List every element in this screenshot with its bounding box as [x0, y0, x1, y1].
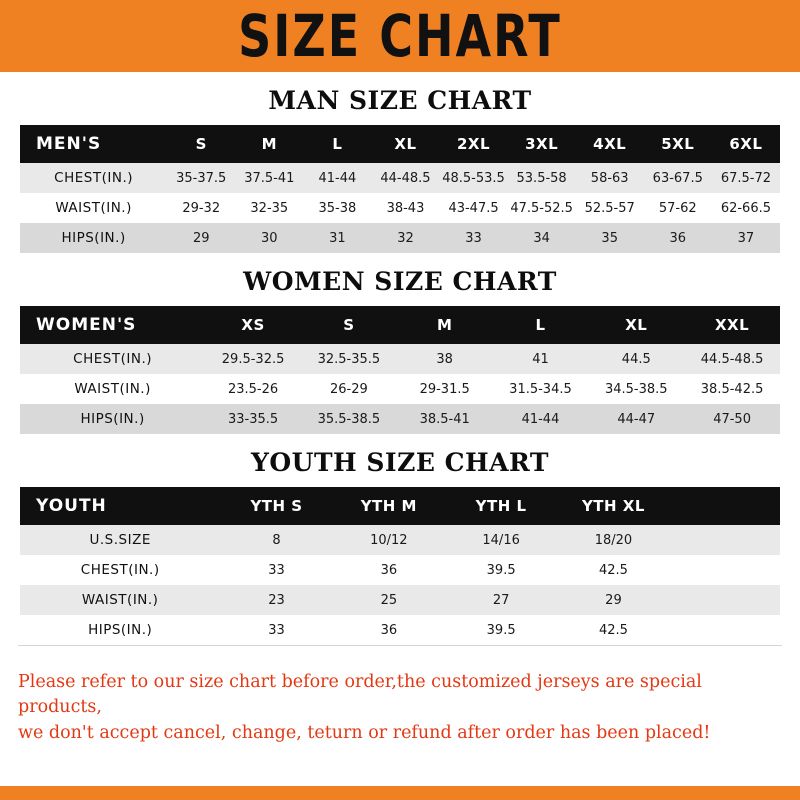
men-size-table: [20, 125, 780, 253]
table-cell: 62-66.5: [712, 193, 780, 223]
table-header-row: [20, 125, 780, 163]
table-cell: 33: [220, 555, 332, 585]
youth-size-section: [0, 448, 800, 645]
table-cell: 53.5-58: [508, 163, 576, 193]
table-row: [20, 374, 780, 404]
table-cell: 47.5-52.5: [508, 193, 576, 223]
women-size-table: [20, 306, 780, 434]
table-row: [20, 615, 780, 645]
table-cell-spacer: [670, 525, 780, 555]
table-cell: 38.5-42.5: [684, 374, 780, 404]
table-cell: 39.5: [445, 555, 557, 585]
table-cell: 32.5-35.5: [301, 344, 397, 374]
youth-size-table: [20, 487, 780, 645]
row-header: HIPS(IN.): [20, 404, 205, 434]
footer-note-line-1: Please refer to our size chart before order,the customized jerseys are special products,: [18, 672, 702, 718]
row-header: CHEST(IN.): [20, 555, 220, 585]
table-cell: 36: [644, 223, 712, 253]
column-header: YTH L: [445, 487, 557, 525]
table-cell: 57-62: [644, 193, 712, 223]
table-cell: 34: [508, 223, 576, 253]
table-cell: 38.5-41: [397, 404, 493, 434]
column-header: YTH S: [220, 487, 332, 525]
table-cell: 29: [167, 223, 235, 253]
table-cell: 27: [445, 585, 557, 615]
column-header: 3XL: [508, 125, 576, 163]
men-section-title: MAN SIZE CHART: [268, 86, 532, 115]
table-cell: 67.5-72: [712, 163, 780, 193]
column-header: L: [303, 125, 371, 163]
column-header: 2XL: [440, 125, 508, 163]
table-cell: 35: [576, 223, 644, 253]
women-size-section: [0, 267, 800, 434]
table-cell: 38: [397, 344, 493, 374]
table-cell-spacer: [670, 585, 780, 615]
row-header: CHEST(IN.): [20, 344, 205, 374]
table-cell: 33: [220, 615, 332, 645]
table-cell: 34.5-38.5: [588, 374, 684, 404]
column-header: YOUTH: [20, 487, 220, 525]
table-cell: 32: [371, 223, 439, 253]
column-header: S: [301, 306, 397, 344]
column-header: 4XL: [576, 125, 644, 163]
table-cell: 33-35.5: [205, 404, 301, 434]
table-row: [20, 163, 780, 193]
column-header: YTH XL: [557, 487, 669, 525]
row-header: WAIST(IN.): [20, 374, 205, 404]
row-header: HIPS(IN.): [20, 223, 167, 253]
table-cell: 39.5: [445, 615, 557, 645]
column-header: MEN'S: [20, 125, 167, 163]
table-cell: 63-67.5: [644, 163, 712, 193]
table-row: [20, 193, 780, 223]
table-cell-spacer: [670, 615, 780, 645]
column-header: XL: [371, 125, 439, 163]
column-header: 5XL: [644, 125, 712, 163]
column-header: XXL: [684, 306, 780, 344]
table-cell: 32-35: [235, 193, 303, 223]
column-header: M: [235, 125, 303, 163]
column-header: L: [493, 306, 589, 344]
men-size-section: [0, 86, 800, 253]
row-header: WAIST(IN.): [20, 585, 220, 615]
table-row: [20, 585, 780, 615]
table-cell: 29-32: [167, 193, 235, 223]
table-cell: 44-47: [588, 404, 684, 434]
table-cell: 41-44: [493, 404, 589, 434]
table-cell: 58-63: [576, 163, 644, 193]
table-cell: 52.5-57: [576, 193, 644, 223]
table-cell: 36: [333, 555, 445, 585]
table-cell: 35-38: [303, 193, 371, 223]
table-cell: 35-37.5: [167, 163, 235, 193]
column-header: YTH M: [333, 487, 445, 525]
table-cell: 23: [220, 585, 332, 615]
table-cell: 38-43: [371, 193, 439, 223]
table-cell: 29: [557, 585, 669, 615]
header-bar: [0, 0, 800, 72]
table-cell: 42.5: [557, 615, 669, 645]
table-header-row: [20, 306, 780, 344]
table-cell: 30: [235, 223, 303, 253]
table-cell: 41-44: [303, 163, 371, 193]
footer-divider: [18, 645, 782, 646]
youth-section-title: YOUTH SIZE CHART: [251, 448, 549, 477]
row-header: HIPS(IN.): [20, 615, 220, 645]
footer-note-line-2: we don't accept cancel, change, teturn or refund after order has been placed!: [18, 722, 711, 743]
table-cell: 44-48.5: [371, 163, 439, 193]
table-cell: 31.5-34.5: [493, 374, 589, 404]
table-cell: 37: [712, 223, 780, 253]
footer-note: [0, 662, 800, 746]
row-header: WAIST(IN.): [20, 193, 167, 223]
column-header: M: [397, 306, 493, 344]
table-cell: 18/20: [557, 525, 669, 555]
table-cell: 47-50: [684, 404, 780, 434]
row-header: U.S.SIZE: [20, 525, 220, 555]
table-cell-spacer: [670, 555, 780, 585]
table-cell: 26-29: [301, 374, 397, 404]
table-cell: 29.5-32.5: [205, 344, 301, 374]
column-header-spacer: [670, 487, 780, 525]
table-cell: 37.5-41: [235, 163, 303, 193]
column-header: S: [167, 125, 235, 163]
table-row: [20, 525, 780, 555]
table-cell: 41: [493, 344, 589, 374]
table-cell: 42.5: [557, 555, 669, 585]
table-row: [20, 344, 780, 374]
table-row: [20, 404, 780, 434]
table-header-row: [20, 487, 780, 525]
page-title: SIZE CHART: [238, 2, 562, 70]
table-cell: 43-47.5: [440, 193, 508, 223]
bottom-accent-bar: [0, 786, 800, 800]
table-cell: 23.5-26: [205, 374, 301, 404]
table-row: [20, 223, 780, 253]
table-cell: 33: [440, 223, 508, 253]
table-cell: 36: [333, 615, 445, 645]
column-header: WOMEN'S: [20, 306, 205, 344]
row-header: CHEST(IN.): [20, 163, 167, 193]
table-cell: 8: [220, 525, 332, 555]
table-cell: 44.5-48.5: [684, 344, 780, 374]
table-cell: 31: [303, 223, 371, 253]
table-cell: 48.5-53.5: [440, 163, 508, 193]
table-cell: 14/16: [445, 525, 557, 555]
women-section-title: WOMEN SIZE CHART: [243, 267, 557, 296]
table-cell: 44.5: [588, 344, 684, 374]
table-row: [20, 555, 780, 585]
table-cell: 29-31.5: [397, 374, 493, 404]
table-cell: 25: [333, 585, 445, 615]
table-cell: 10/12: [333, 525, 445, 555]
column-header: XS: [205, 306, 301, 344]
table-cell: 35.5-38.5: [301, 404, 397, 434]
column-header: XL: [588, 306, 684, 344]
column-header: 6XL: [712, 125, 780, 163]
